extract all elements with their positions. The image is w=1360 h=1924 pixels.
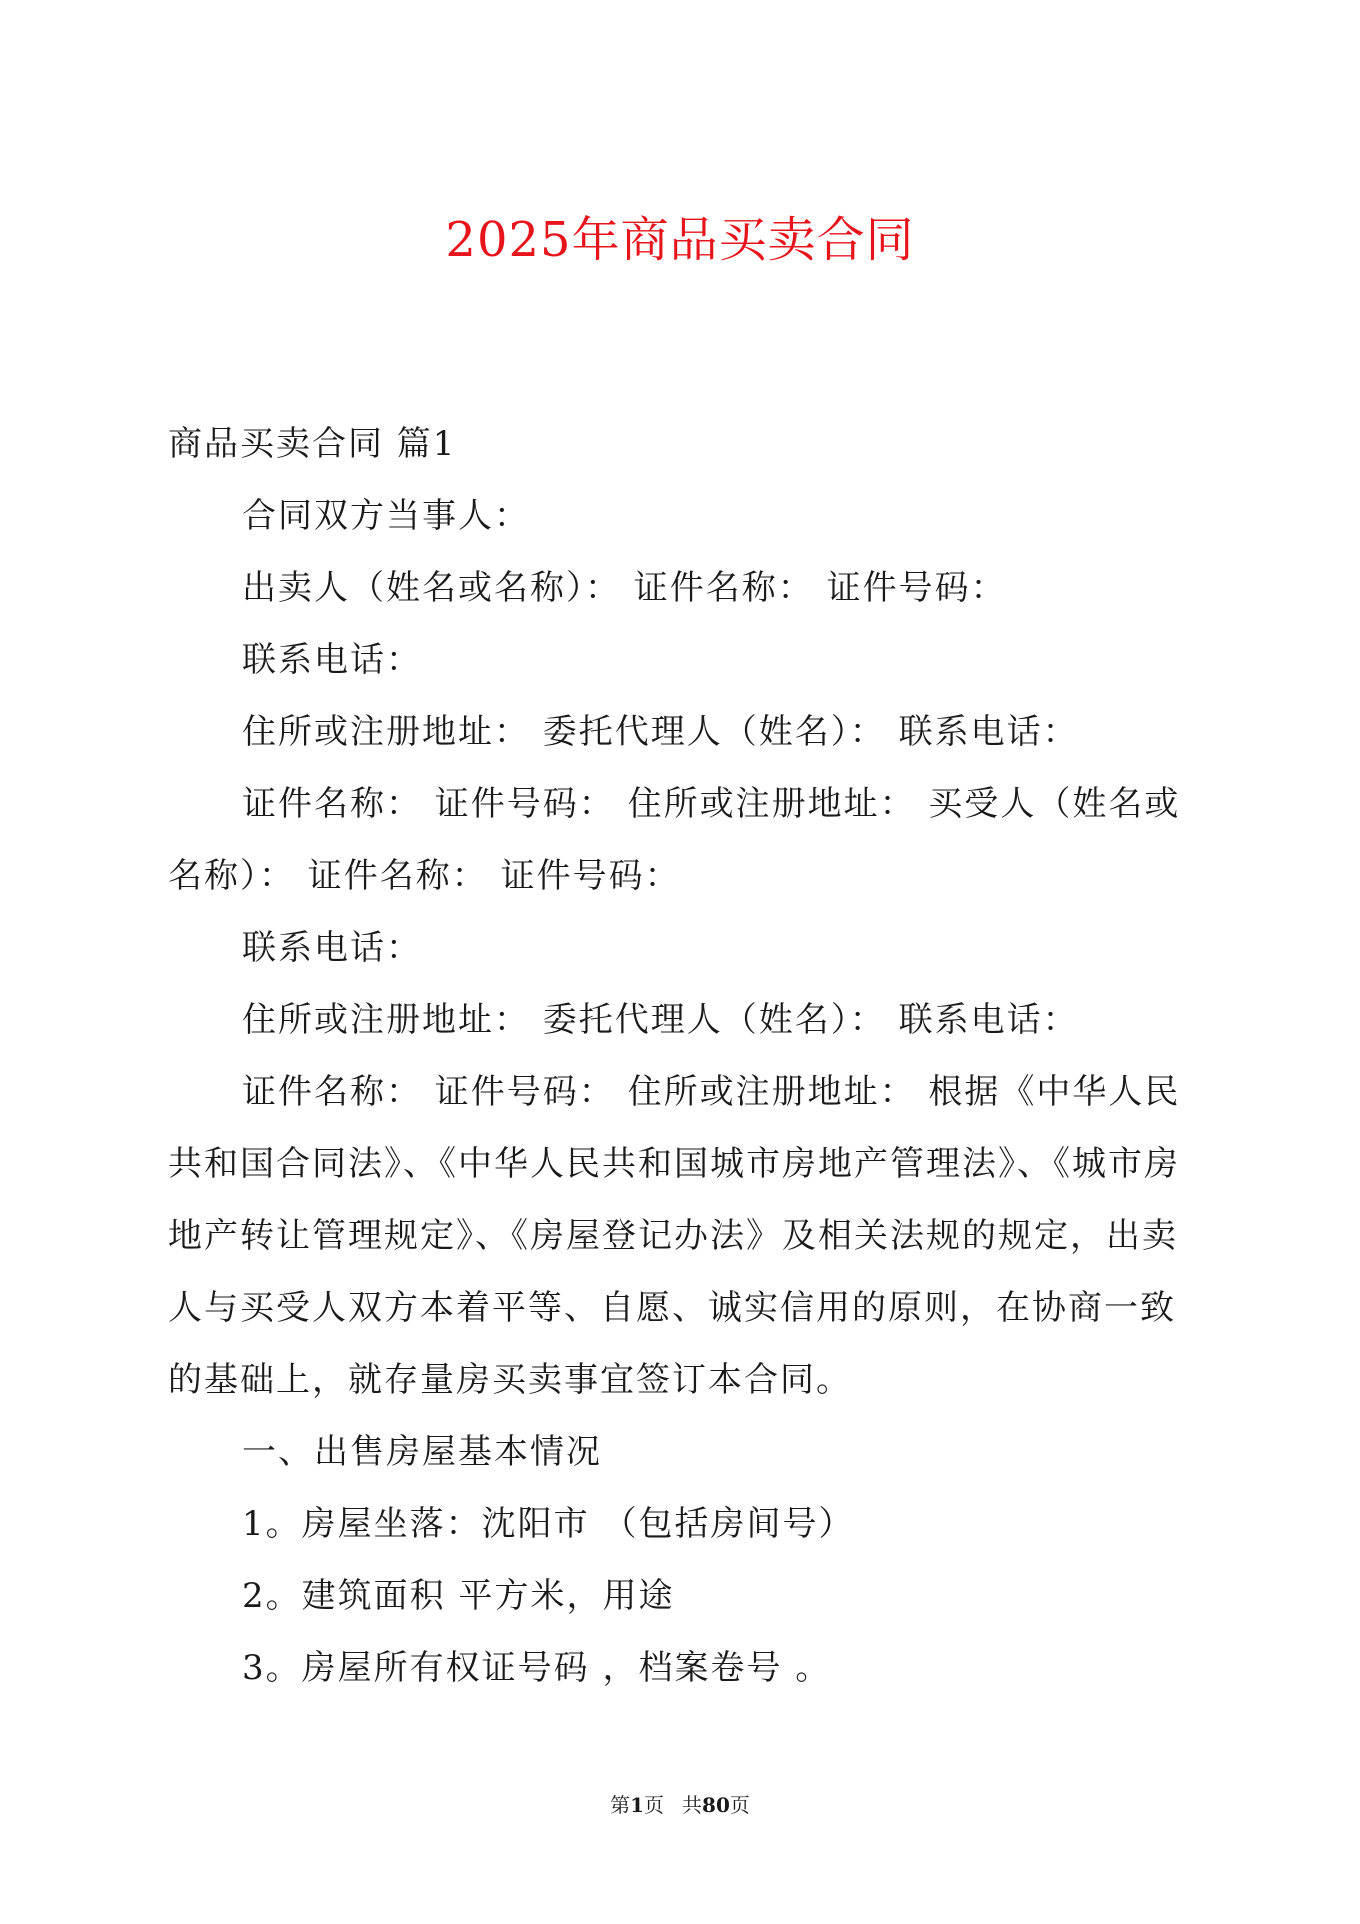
total-pages: 80 [702, 1793, 730, 1817]
paragraph-line: 人与买受人双方本着平等、自愿、诚实信用的原则，在协商一致 [168, 1288, 1176, 1328]
page-prefix: 第 [610, 1793, 631, 1817]
list-item: 1。房屋坐落：沈阳市 （包括房间号） [242, 1504, 855, 1544]
paragraph-line: 住所或注册地址： 委托代理人（姓名）： 联系电话： [242, 1000, 1079, 1040]
paragraph-line: 住所或注册地址： 委托代理人（姓名）： 联系电话： [242, 712, 1079, 752]
total-prefix: 共 [682, 1793, 703, 1817]
paragraph-line: 出卖人（姓名或名称）： 证件名称： 证件号码： [242, 568, 1007, 608]
paragraph-line: 证件名称： 证件号码： 住所或注册地址： 买受人（姓名或 [242, 784, 1181, 824]
paragraph-line: 共和国合同法》、《中华人民共和国城市房地产管理法》、《城市房 [168, 1144, 1180, 1184]
list-item: 2。建筑面积 平方米，用途 [242, 1576, 675, 1616]
paragraph-line: 的基础上，就存量房买卖事宜签订本合同。 [168, 1360, 852, 1400]
paragraph-line: 名称）： 证件名称： 证件号码： [168, 856, 681, 896]
paragraph-line: 联系电话： [242, 640, 422, 680]
document-body [168, 408, 1198, 1704]
total-suffix: 页 [729, 1793, 750, 1817]
paragraph-line: 地产转让管理规定》、《房屋登记办法》及相关法规的规定，出卖 [168, 1216, 1178, 1256]
subsection-heading: 一、出售房屋基本情况 [242, 1432, 602, 1472]
paragraph-line: 合同双方当事人： [242, 496, 530, 536]
section-heading: 商品买卖合同 篇1 [168, 424, 457, 464]
document-title: 2025年商品买卖合同 [445, 212, 915, 268]
list-item: 3。房屋所有权证号码 ，档案卷号 。 [242, 1648, 832, 1688]
page-footer [0, 1791, 1360, 1819]
page-number: 1 [630, 1793, 645, 1817]
paragraph-line: 联系电话： [242, 928, 422, 968]
page-suffix: 页 [644, 1793, 665, 1817]
paragraph-line: 证件名称： 证件号码： 住所或注册地址： 根据《中华人民 [242, 1072, 1181, 1112]
